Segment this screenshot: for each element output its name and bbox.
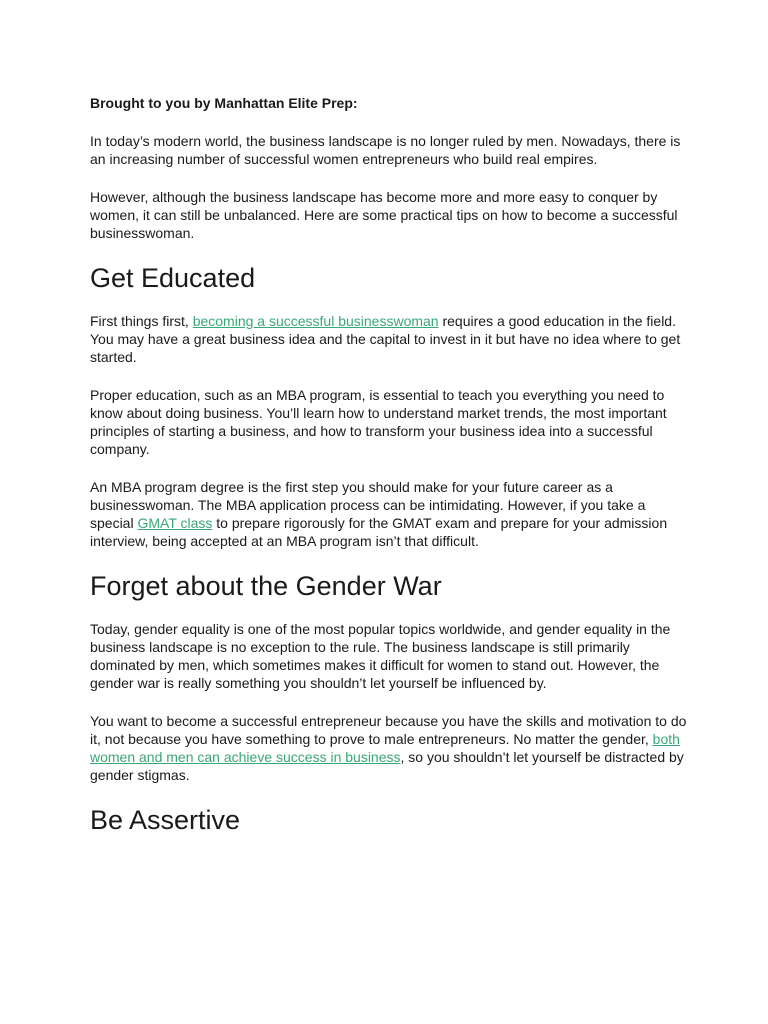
paragraph-5-text-before: An MBA program degree is the first step you should make for your future career as a businesswoman. The MBA application process can be intimidating. However, if you take a special <box>90 479 646 531</box>
link-becoming-businesswoman[interactable]: becoming a successful businesswoman <box>192 313 439 329</box>
paragraph-7-text-after: , so you shouldn’t let yourself be distracted by gender stigmas. <box>90 749 684 783</box>
document-page <box>90 94 690 854</box>
paragraph-7 <box>90 712 690 784</box>
paragraph-5-text-after: to prepare rigorously for the GMAT exam and prepare for your admission interview, being accepted at an MBA program isn’t that difficult. <box>90 515 668 549</box>
paragraph-7-text-before: You want to become a successful entrepreneur because you have the skills and motivation to do it, not because you have something to prove to male entrepreneurs. No matter the gender, <box>90 713 687 747</box>
link-women-men-success[interactable]: both women and men can achieve success in business <box>90 731 680 765</box>
paragraph-3 <box>90 312 690 366</box>
heading-gender-war: Forget about the Gender War <box>90 571 442 601</box>
paragraph-4: Proper education, such as an MBA program, is essential to teach you everything you need to know about doing business. You’ll learn how to understand market trends, the most important principles of starting a business, and how to transform your business idea into a successful company. <box>90 387 667 457</box>
intro-line: Brought to you by Manhattan Elite Prep: <box>90 95 358 111</box>
paragraph-3-text-after: requires a good education in the field. You may have a great business idea and the capital to invest in it but have no idea where to get started. <box>90 313 681 365</box>
paragraph-6: Today, gender equality is one of the most popular topics worldwide, and gender equality in the business landscape is no exception to the rule. The business landscape is still primarily dominated by men, which sometimes makes it difficult for women to stand out. However, the gender war is really something you shouldn’t let yourself be influenced by. <box>90 621 671 691</box>
paragraph-3-text-before: First things first, <box>90 313 193 329</box>
link-gmat-class[interactable]: GMAT class <box>137 515 213 531</box>
heading-get-educated: Get Educated <box>90 263 256 293</box>
paragraph-5 <box>90 478 690 550</box>
paragraph-1: In today’s modern world, the business landscape is no longer ruled by men. Nowadays, there is an increasing number of successful women entrepreneurs who build real empires. <box>90 133 681 167</box>
heading-be-assertive: Be Assertive <box>90 805 241 835</box>
paragraph-2: However, although the business landscape has become more and more easy to conquer by women, it can still be unbalanced. Here are some practical tips on how to become a successful businesswoman. <box>90 189 678 241</box>
